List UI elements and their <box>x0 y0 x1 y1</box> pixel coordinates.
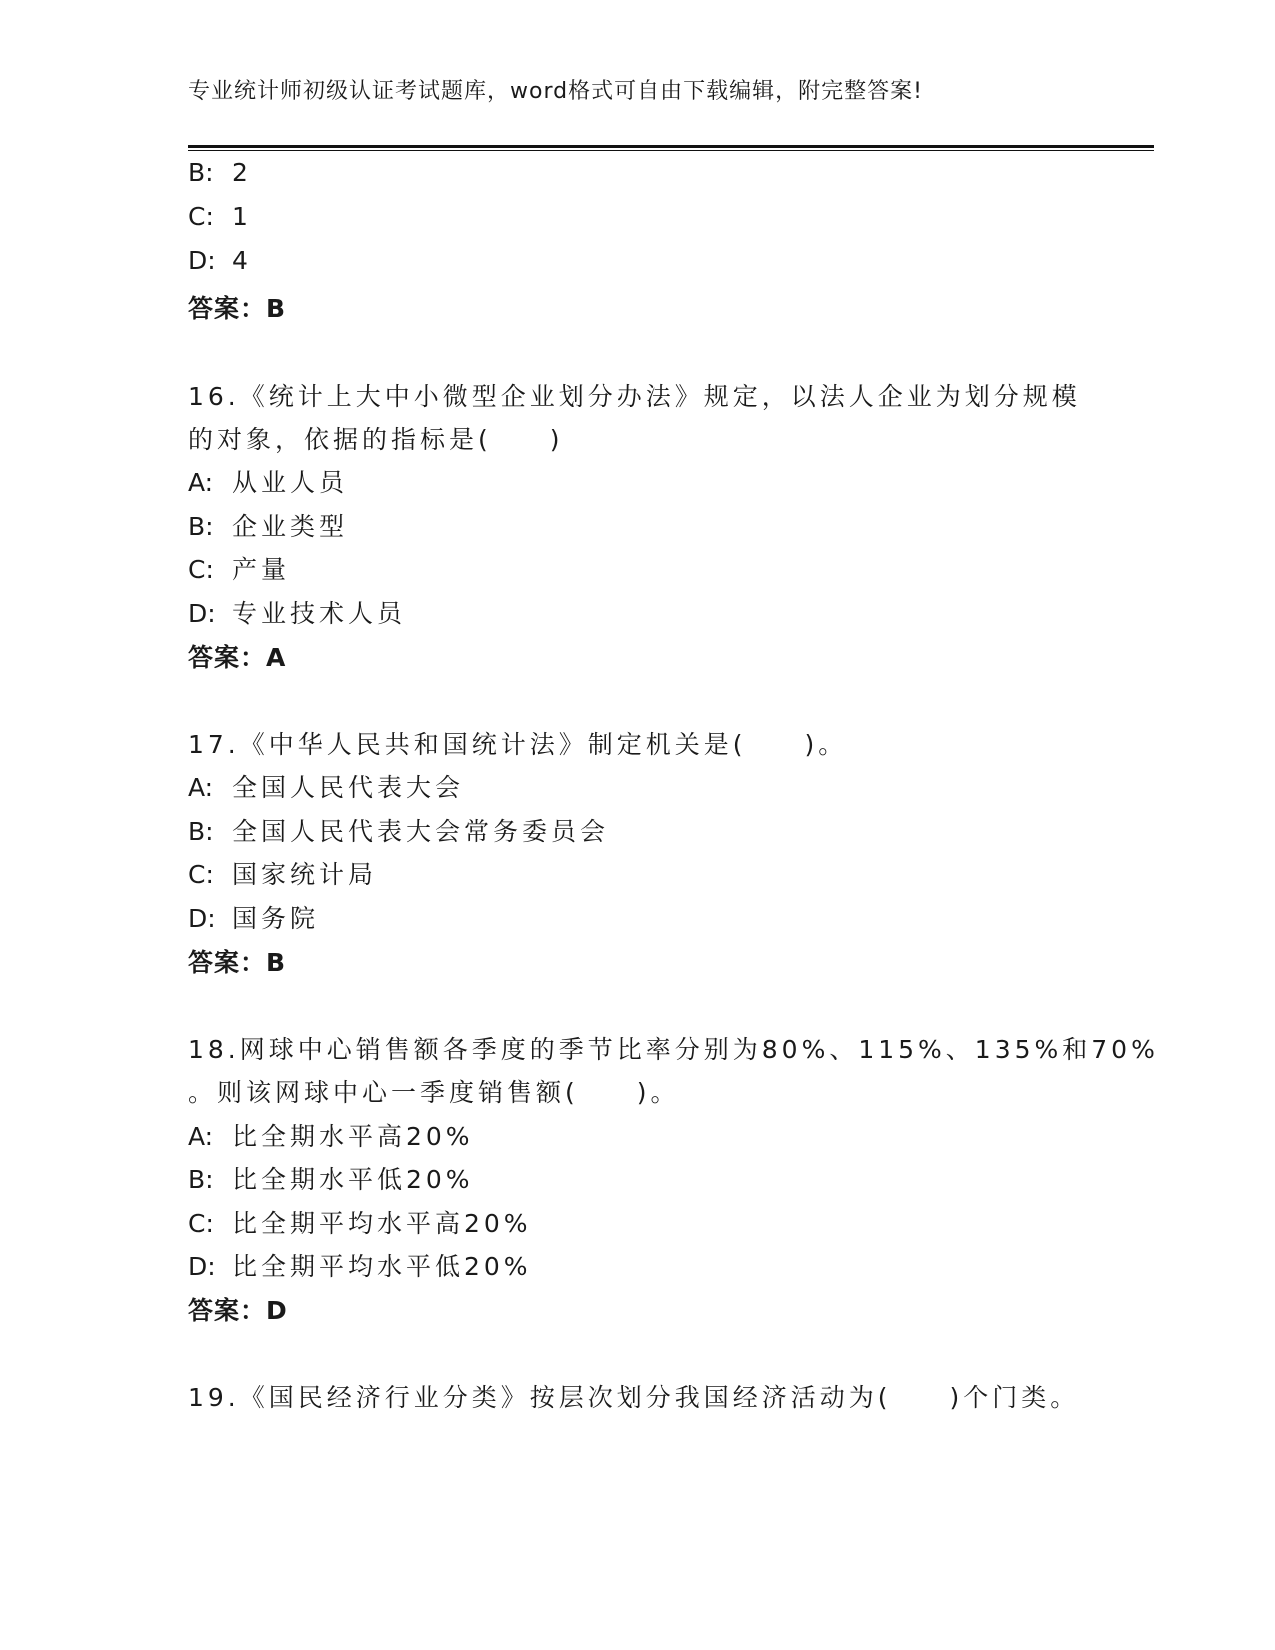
option-key: B: <box>188 1165 214 1194</box>
option-text: 全国人民代表大会常务委员会 <box>232 817 610 846</box>
page-header: 专业统计师初级认证考试题库，word格式可自由下载编辑，附完整答案! <box>188 79 923 104</box>
option-text: 国家统计局 <box>232 860 378 889</box>
option-key: A: <box>188 1122 214 1151</box>
q16-option-a <box>188 463 348 499</box>
q17-option-a <box>188 768 464 804</box>
header-rule-thin <box>188 150 1154 151</box>
option-text: 国务院 <box>232 904 320 933</box>
option-key: A: <box>188 468 214 497</box>
option-key: C: <box>188 1209 214 1238</box>
q18-option-b <box>188 1160 474 1196</box>
q16-answer: 答案：A <box>188 643 287 672</box>
q18-option-c <box>188 1204 532 1240</box>
q15-option-c <box>188 202 252 231</box>
option-text: 比全期平均水平低20% <box>232 1252 532 1281</box>
option-text: 4 <box>232 246 252 275</box>
option-key: D: <box>188 599 216 628</box>
option-text: 1 <box>232 202 252 231</box>
option-text: 2 <box>232 158 252 187</box>
option-text: 企业类型 <box>232 512 349 541</box>
option-key: B: <box>188 817 214 846</box>
q17-answer: 答案：B <box>188 948 287 977</box>
option-text: 产量 <box>232 555 291 584</box>
q17-option-b <box>188 812 609 848</box>
q16-option-b <box>188 507 348 543</box>
q18-option-d <box>188 1247 532 1283</box>
q16-option-c <box>188 550 290 586</box>
q18-option-a <box>188 1117 474 1153</box>
option-key: D: <box>188 1252 216 1281</box>
option-key: D: <box>188 246 216 275</box>
q18-answer: 答案：D <box>188 1296 288 1325</box>
option-text: 从业人员 <box>232 468 349 497</box>
q15-option-d <box>188 246 252 275</box>
option-key: C: <box>188 860 214 889</box>
q15-option-b <box>188 158 252 187</box>
option-text: 比全期水平高20% <box>232 1122 474 1151</box>
option-text: 全国人民代表大会 <box>232 773 465 802</box>
option-key: C: <box>188 555 214 584</box>
q19-stem-line1: 19.《国民经济行业分类》按层次划分我国经济活动为( )个门类。 <box>188 1383 1080 1412</box>
q16-stem-line1: 16.《统计上大中小微型企业划分办法》规定，以法人企业为划分规模 <box>188 382 1081 411</box>
option-key: A: <box>188 773 214 802</box>
option-text: 专业技术人员 <box>232 599 407 628</box>
q15-answer: 答案：B <box>188 294 287 323</box>
option-text: 比全期平均水平高20% <box>232 1209 532 1238</box>
q16-stem-line2: 的对象，依据的指标是( ) <box>188 425 564 454</box>
q18-stem-line2: 。则该网球中心一季度销售额( )。 <box>188 1078 680 1107</box>
q17-option-c <box>188 855 377 891</box>
q17-stem-line1: 17.《中华人民共和国统计法》制定机关是( )。 <box>188 730 848 759</box>
option-key: C: <box>188 202 214 231</box>
option-key: B: <box>188 512 214 541</box>
q17-option-d <box>188 899 319 935</box>
header-rule-thick <box>188 145 1154 148</box>
option-key: D: <box>188 904 216 933</box>
q16-option-d <box>188 594 406 630</box>
option-text: 比全期水平低20% <box>232 1165 474 1194</box>
q18-stem-line1: 18.网球中心销售额各季度的季节比率分别为80%、115%、135%和70% <box>188 1035 1159 1064</box>
option-key: B: <box>188 158 214 187</box>
